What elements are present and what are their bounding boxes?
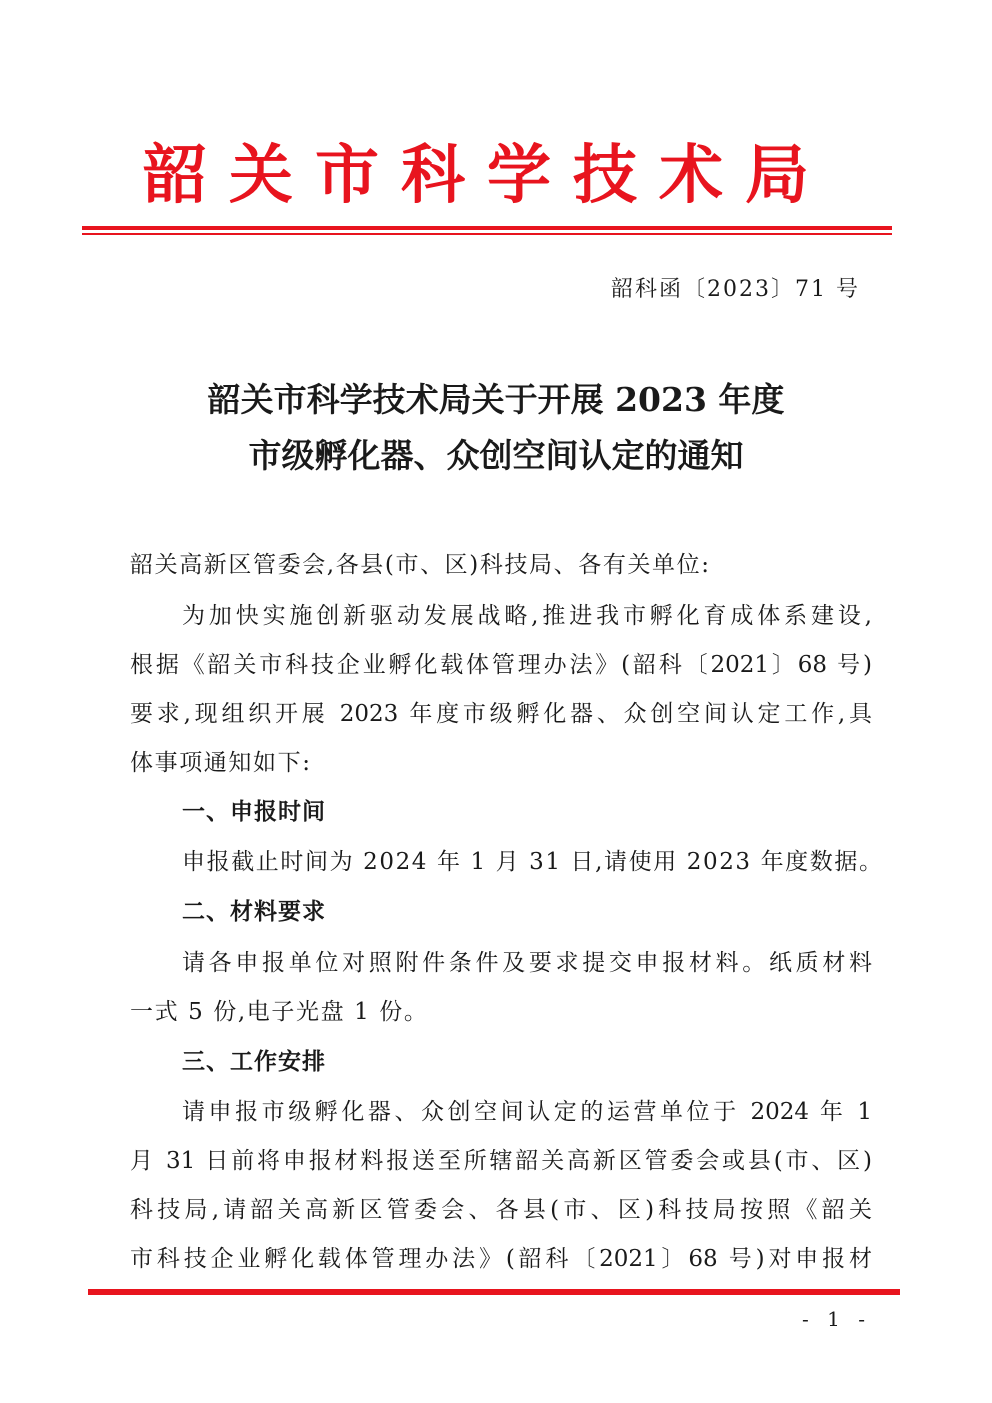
- document-title-line-1: 韶关市科学技术局关于开展 2023 年度: [207, 380, 785, 419]
- agency-masthead: 韶关市科学技术局: [143, 139, 831, 213]
- section-heading-3: 三、工作安排: [182, 1049, 326, 1075]
- document-title-line-2: 市级孵化器、众创空间认定的通知: [248, 436, 744, 475]
- intro-line-2: 根据《韶关市科技企业孵化载体管理办法》(韶科〔2021〕68 号): [130, 652, 872, 678]
- intro-line-3: 要求,现组织开展 2023 年度市级孵化器、众创空间认定工作,具: [130, 701, 872, 727]
- section-3-line-2: 月 31 日前将申报材料报送至所辖韶关高新区管委会或县(市、区): [130, 1148, 872, 1174]
- section-heading-2: 二、材料要求: [182, 899, 326, 925]
- section-3-line-3: 科技局,请韶关高新区管委会、各县(市、区)科技局按照《韶关: [130, 1197, 872, 1223]
- masthead-red-rule-thin: [82, 233, 892, 235]
- section-heading-1: 一、申报时间: [182, 799, 326, 825]
- intro-line-1: 为加快实施创新驱动发展战略,推进我市孵化育成体系建设,: [182, 603, 872, 629]
- section-3-line-4: 市科技企业孵化载体管理办法》(韶科〔2021〕68 号)对申报材: [130, 1246, 872, 1272]
- page-number: - 1 -: [802, 1307, 871, 1331]
- masthead-red-rule: [82, 226, 892, 230]
- document-number: 韶科函〔2023〕71 号: [611, 277, 860, 302]
- addressee: 韶关高新区管委会,各县(市、区)科技局、各有关单位:: [130, 552, 711, 578]
- section-2-line-1: 请各申报单位对照附件条件及要求提交申报材料。纸质材料: [182, 950, 872, 976]
- section-2-line-2: 一式 5 份,电子光盘 1 份。: [130, 999, 429, 1025]
- section-1-line-1: 申报截止时间为 2024 年 1 月 31 日,请使用 2023 年度数据。: [182, 849, 884, 875]
- footer-red-rule: [88, 1289, 900, 1295]
- intro-line-4: 体事项通知如下:: [130, 750, 312, 776]
- section-3-line-1: 请申报市级孵化器、众创空间认定的运营单位于 2024 年 1: [182, 1099, 872, 1125]
